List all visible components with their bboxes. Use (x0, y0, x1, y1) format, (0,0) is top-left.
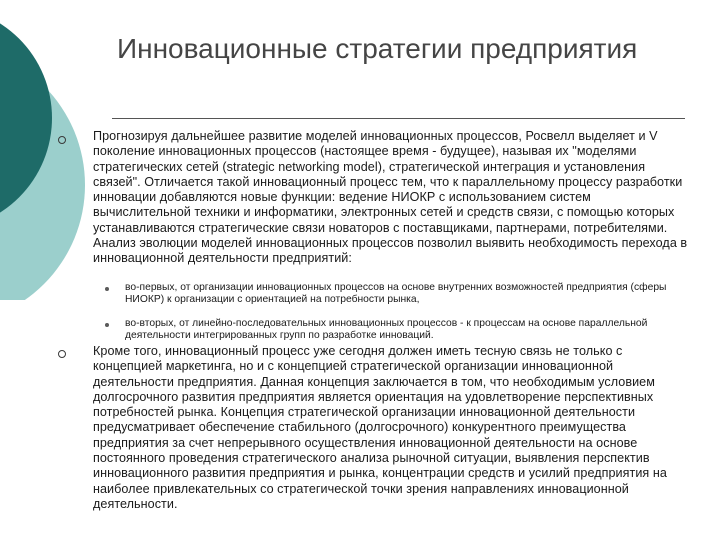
bullet-ring-icon (58, 136, 66, 144)
bullet-ring-icon (58, 350, 66, 358)
sub-bullet-icon (105, 287, 109, 291)
paragraph-2: Кроме того, инновационный процесс уже сегодня должен иметь тесную связь не только с концепцией маркетинга, но и с концепцией стратегической организации инновационной деятельности предприятия. Данная концепция заключается в том, что необходимым условием долгосрочного развития предприятия является ориентация на удовлетворение перспективных потребностей рынка. Концепция стратегической организации инновационной деятельности предусматривает обеспечение стабильного (долгосрочного) конкурентного преимущества предприятия за счет непрерывного осуществления инновационной деятельности на основе постоянного проведения стратегического анализа рыночной ситуации, выявления перспектив инновационного развития предприятия и рынка, концентрации средств и усилий предприятия на наиболее привлекательных со стратегической точки зрения направлениях инновационной деятельности. (93, 344, 667, 511)
paragraph-1: Прогнозируя дальнейшее развитие моделей инновационных процессов, Росвелл выделяет и V поколение инновационных процессов (настоящее время - будущее), называя их "моделями стратегических сетей (strategic networking model), стратегической интеграция и установления связей". Отличается такой инновационный процесс тем, что к параллельному процессу разработки инновации добавляются новые функции: ведение НИОКР с использованием систем вычислительной техники и информатики, электронных сетей и средств связи, с помощью которых устанавливаются стратегические связи новаторов с поставщиками, партнерами, потребителями. Анализ эволюции моделей инновационных процессов позволил выявить необходимость перехода в инновационной деятельности предприятий: (93, 129, 688, 266)
sub-bullet-icon (105, 323, 109, 327)
title-divider (112, 118, 685, 119)
sub-item-1: во-первых, от организации инновационных процессов на основе внутренних возможностей предприятия (сферы НИОКР) к организации с ориентацией на потребности рынка, (125, 282, 667, 305)
sub-item-2: во-вторых, от линейно-последовательных инновационных процессов - к процессам на основе параллельной деятельности интегрированных групп по разработке инноваций. (125, 318, 648, 341)
slide-title: Инновационные стратегии предприятия (117, 33, 638, 64)
